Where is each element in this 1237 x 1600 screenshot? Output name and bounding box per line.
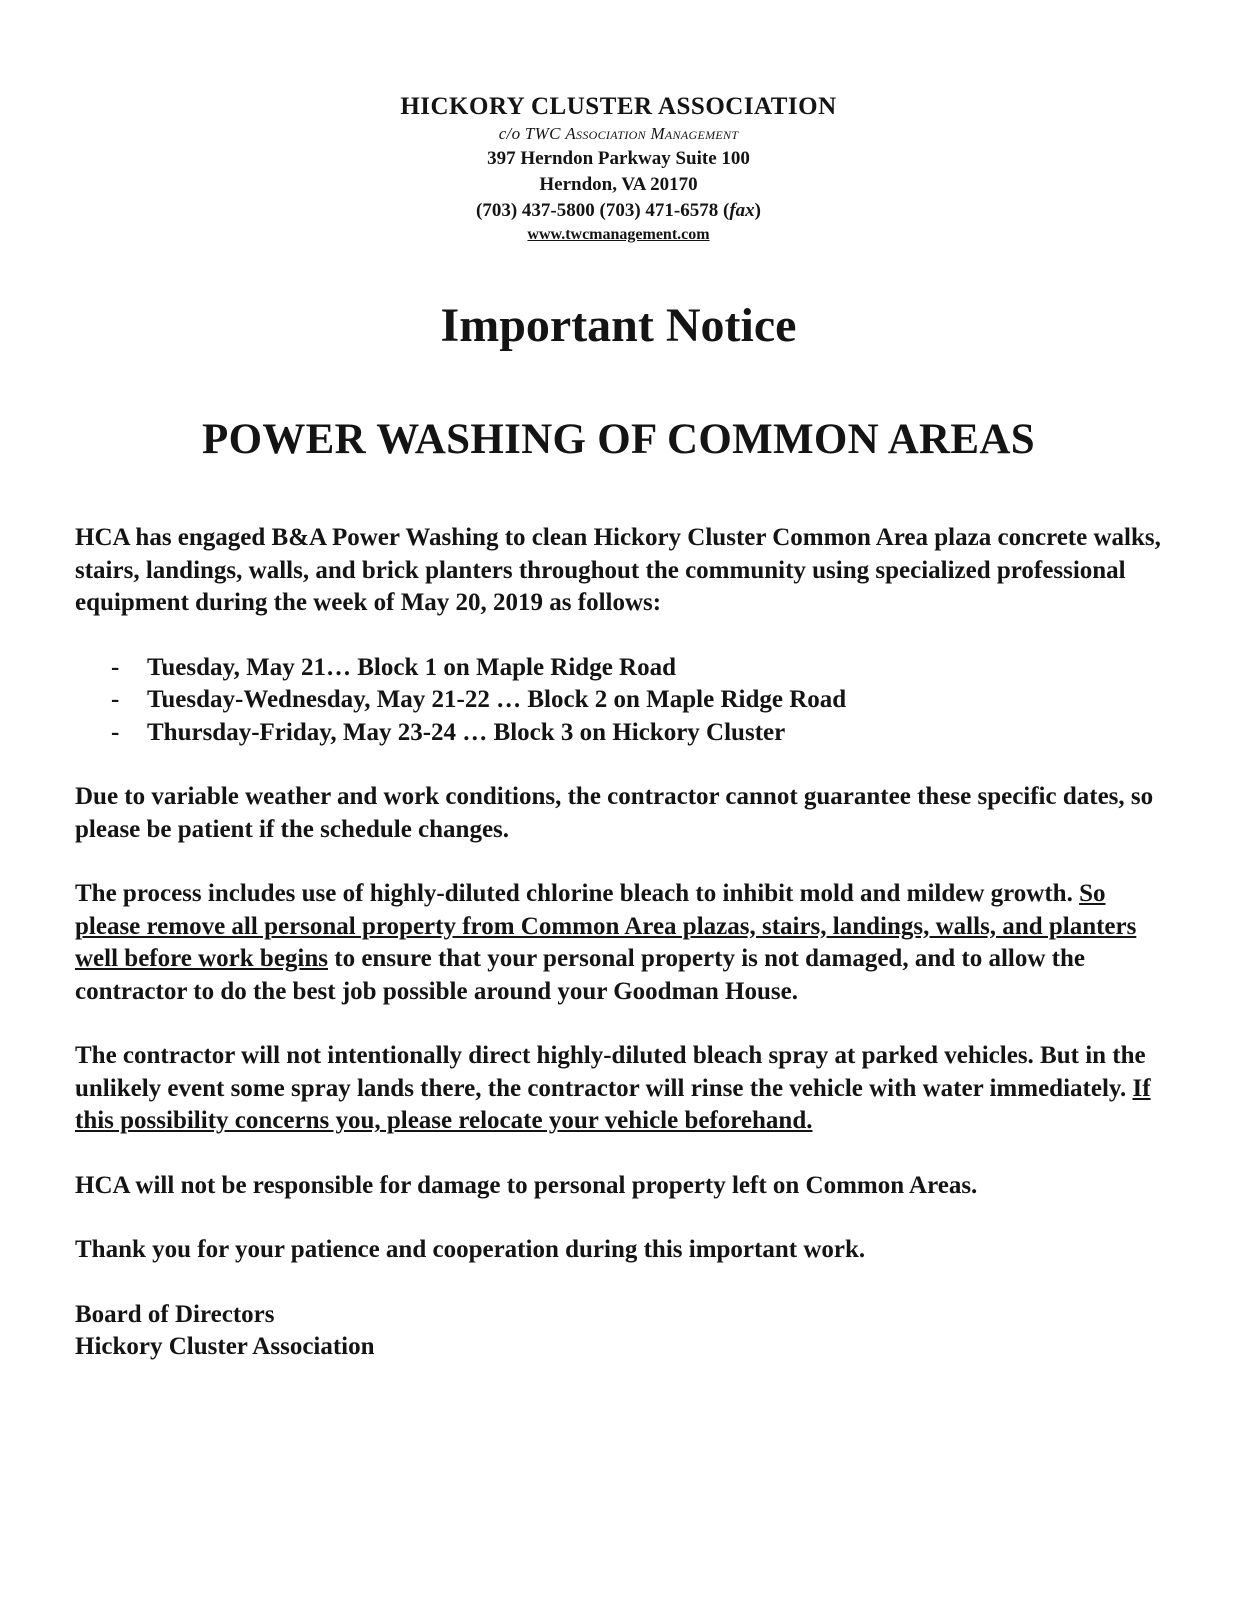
signature-line-2: Hickory Cluster Association bbox=[75, 1333, 375, 1360]
list-dash: - bbox=[111, 718, 120, 746]
process-text-underlined: So please remove all personal property from Common Area plazas, stairs, landings, walls, and planters well before work begins bbox=[75, 880, 1137, 972]
fax-label: fax bbox=[729, 200, 755, 221]
signature-block bbox=[75, 1299, 1175, 1364]
schedule-item bbox=[75, 684, 1175, 717]
schedule-item-text: Tuesday-Wednesday, May 21-22 … Block 2 on Maple Ridge Road bbox=[147, 686, 847, 713]
schedule-item-text: Tuesday, May 21… Block 1 on Maple Ridge Road bbox=[147, 653, 677, 681]
phone-close: ) bbox=[754, 200, 761, 221]
notice-subtitle: POWER WASHING OF COMMON AREAS bbox=[202, 416, 1035, 463]
vehicle-text-before: The contractor will not intentionally direct highly-diluted bleach spray at parked vehicles. But in the unlikely event some spray lands there, the contractor will rinse the vehicle with water immediately. bbox=[75, 1042, 1146, 1102]
care-of-company: Association Management bbox=[565, 124, 739, 143]
care-of-line bbox=[0, 122, 1237, 146]
letterhead bbox=[0, 92, 1237, 246]
schedule-item bbox=[75, 717, 1175, 750]
address-line-1: 397 Herndon Parkway Suite 100 bbox=[487, 148, 750, 169]
org-name: HICKORY CLUSTER ASSOCIATION bbox=[400, 93, 837, 120]
care-of-prefix: c/o TWC bbox=[498, 124, 561, 143]
list-dash: - bbox=[111, 686, 120, 713]
vehicle-paragraph bbox=[75, 1040, 1175, 1138]
signature-line-1: Board of Directors bbox=[75, 1300, 275, 1328]
list-dash: - bbox=[111, 653, 120, 681]
liability-paragraph: HCA will not be responsible for damage to personal property left on Common Areas. bbox=[75, 1171, 978, 1199]
notice-title: Important Notice bbox=[440, 299, 797, 352]
process-paragraph bbox=[75, 878, 1175, 1008]
schedule-item-text: Thursday-Friday, May 23-24 … Block 3 on Hickory Cluster bbox=[147, 718, 786, 746]
weather-paragraph: Due to variable weather and work conditions, the contractor cannot guarantee these specific dates, so please be patient if the schedule changes. bbox=[75, 783, 1154, 843]
notice-body bbox=[75, 522, 1175, 1364]
website-link[interactable]: www.twcmanagement.com bbox=[527, 226, 710, 243]
phone-line bbox=[0, 198, 1237, 224]
vehicle-text-underlined: If this possibility concerns you, please relocate your vehicle beforehand. bbox=[75, 1074, 1151, 1134]
intro-paragraph: HCA has engaged B&A Power Washing to clean Hickory Cluster Common Area plaza concrete walks, stairs, landings, walls, and brick planters throughout the community using specialized professional equipment during the week of May 20, 2019 as follows: bbox=[75, 524, 1161, 616]
schedule-list bbox=[75, 652, 1175, 750]
thanks-paragraph: Thank you for your patience and cooperation during this important work. bbox=[75, 1236, 866, 1263]
phone-numbers: (703) 437-5800 (703) 471-6578 ( bbox=[476, 200, 730, 221]
address-line-2: Herndon, VA 20170 bbox=[539, 174, 698, 195]
process-text-after: to ensure that your personal property is not damaged, and to allow the contractor to do the best job possible around your Goodman House. bbox=[75, 945, 1085, 1005]
schedule-item bbox=[75, 652, 1175, 685]
process-text-before: The process includes use of highly-diluted chlorine bleach to inhibit mold and mildew growth. bbox=[75, 880, 1080, 907]
